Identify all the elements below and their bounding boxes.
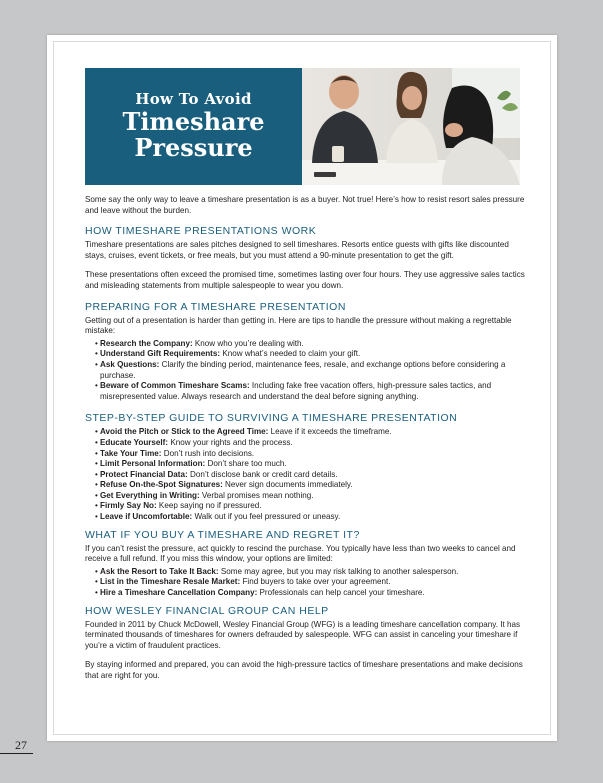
section-paragraph: Getting out of a presentation is harder than getting in. Here are tips to handle the pressure without making a regrettable mistake:: [85, 315, 512, 336]
hero-title-line1: How To Avoid: [135, 90, 252, 108]
list-item: [100, 577, 525, 588]
list-item: [100, 449, 525, 460]
tips-list: [85, 339, 525, 403]
list-item-label: Get Everything in Writing:: [100, 490, 200, 500]
meeting-photo-illustration: [302, 68, 520, 185]
list-item: [100, 427, 525, 438]
article-body: [85, 195, 525, 691]
list-item: [100, 567, 525, 578]
page-number-rule: [0, 753, 33, 754]
list-item-label: Avoid the Pitch or Stick to the Agreed Time:: [100, 427, 269, 437]
list-item-text: Leave if it exceeds the timeframe.: [268, 427, 392, 437]
list-item-label: Limit Personal Information:: [100, 459, 206, 469]
hero-photo: [302, 68, 520, 185]
list-item-label: Ask Questions:: [100, 359, 160, 369]
list-item: [100, 349, 525, 360]
list-item-label: Leave if Uncomfortable:: [100, 512, 193, 522]
list-item-label: Beware of Common Timeshare Scams:: [100, 381, 250, 391]
list-item-text: Professionals can help cancel your timeshare.: [257, 588, 425, 598]
list-item: [100, 501, 525, 512]
list-item-text: Clarify the binding period, maintenance fees, resale, and exchange options before considering a purchase.: [100, 359, 506, 380]
list-item-text: Including fake free vacation offers, high-pressure sales tactics, and misrepresented value. Always research and understand the deal before signing anything.: [100, 381, 492, 401]
list-item-text: Keep saying no if pressured.: [156, 501, 262, 511]
list-item: [100, 381, 525, 402]
list-item-text: Know your rights and the process.: [168, 437, 293, 447]
list-item: [100, 438, 525, 449]
hero-title-box: [85, 68, 302, 185]
list-item: [100, 512, 525, 523]
list-item: [100, 470, 525, 481]
list-item: [100, 360, 525, 381]
document-page: [47, 35, 557, 741]
list-item-text: Don’t disclose bank or credit card details.: [187, 469, 338, 479]
list-item-text: Know who you’re dealing with.: [192, 338, 304, 348]
section-heading: PREPARING FOR A TIMESHARE PRESENTATION: [85, 300, 346, 313]
section-heading: WHAT IF YOU BUY A TIMESHARE AND REGRET IT?: [85, 528, 360, 541]
hero-title-line2: Timeshare: [122, 107, 265, 136]
section-paragraph: These presentations often exceed the promised time, sometimes lasting over four hours. They use aggressive sales tactics and misleading statements from multiple salespeople to wear you down.: [85, 270, 525, 290]
list-item-label: List in the Timeshare Resale Market:: [100, 577, 241, 587]
list-item-label: Refuse On-the-Spot Signatures:: [100, 480, 223, 490]
options-list: [85, 567, 525, 599]
list-item-label: Understand Gift Requirements:: [100, 349, 221, 359]
list-item-text: Verbal promises mean nothing.: [199, 490, 314, 500]
list-item-text: Don’t rush into decisions.: [161, 448, 255, 458]
section-heading: HOW TIMESHARE PRESENTATIONS WORK: [85, 225, 317, 238]
section-heading: STEP-BY-STEP GUIDE TO SURVIVING A TIMESHARE PRESENTATION: [85, 412, 458, 425]
list-item-label: Take Your Time:: [100, 448, 162, 458]
hero-banner: [85, 68, 520, 185]
list-item-label: Research the Company:: [100, 338, 193, 348]
list-item-label: Ask the Resort to Take It Back:: [100, 566, 219, 576]
intro-paragraph: Some say the only way to leave a timeshare presentation is as a buyer. Not true! Here’s how to resist resort sales pressure and leave without the burden.: [85, 195, 525, 215]
hero-title-main: [85, 109, 302, 161]
list-item: [100, 339, 525, 350]
list-item-text: Know what’s needed to claim your gift.: [220, 349, 361, 359]
list-item: [100, 491, 525, 502]
section-paragraph: Founded in 2011 by Chuck McDowell, Wesley Financial Group (WFG) is a leading timeshare cancellation company. It has terminated thousands of timeshares for owners defrauded by salespeople. WFG can assist in canceling your timeshare if you’re a victim of fraudulent practices.: [85, 619, 521, 650]
list-item-text: Don’t share too much.: [205, 459, 287, 469]
list-item-text: Find buyers to take over your agreement.: [240, 577, 391, 587]
list-item: [100, 588, 525, 599]
section-heading: HOW WESLEY FINANCIAL GROUP CAN HELP: [85, 604, 329, 617]
list-item: [100, 480, 525, 491]
list-item-label: Educate Yourself:: [100, 437, 169, 447]
section-paragraph: By staying informed and prepared, you can avoid the high-pressure tactics of timeshare presentations and make decisions that are right for you.: [85, 660, 523, 680]
section-paragraph: If you can’t resist the pressure, act quickly to rescind the purchase. You typically have less than two weeks to cancel and receive a full refund. If you miss this window, your options are limited:: [85, 543, 516, 564]
section-paragraph: Timeshare presentations are sales pitches designed to sell timeshares. Resorts entice guests with gifts like discounted stays, cruises, event tickets, or free meals, but you must attend a 90-minute presentation to get the gift.: [85, 240, 509, 260]
hero-title-line3: Pressure: [134, 133, 253, 162]
list-item: [100, 459, 525, 470]
list-item-label: Firmly Say No:: [100, 501, 157, 511]
list-item-text: Never sign documents immediately.: [222, 480, 353, 490]
list-item-label: Protect Financial Data:: [100, 469, 188, 479]
steps-list: [85, 427, 525, 522]
list-item-label: Hire a Timeshare Cancellation Company:: [100, 588, 258, 598]
page-number: 27: [15, 738, 27, 752]
list-item-text: Some may agree, but you may risk talking to another salesperson.: [218, 566, 459, 576]
list-item-text: Walk out if you feel pressured or uneasy.: [192, 512, 341, 522]
